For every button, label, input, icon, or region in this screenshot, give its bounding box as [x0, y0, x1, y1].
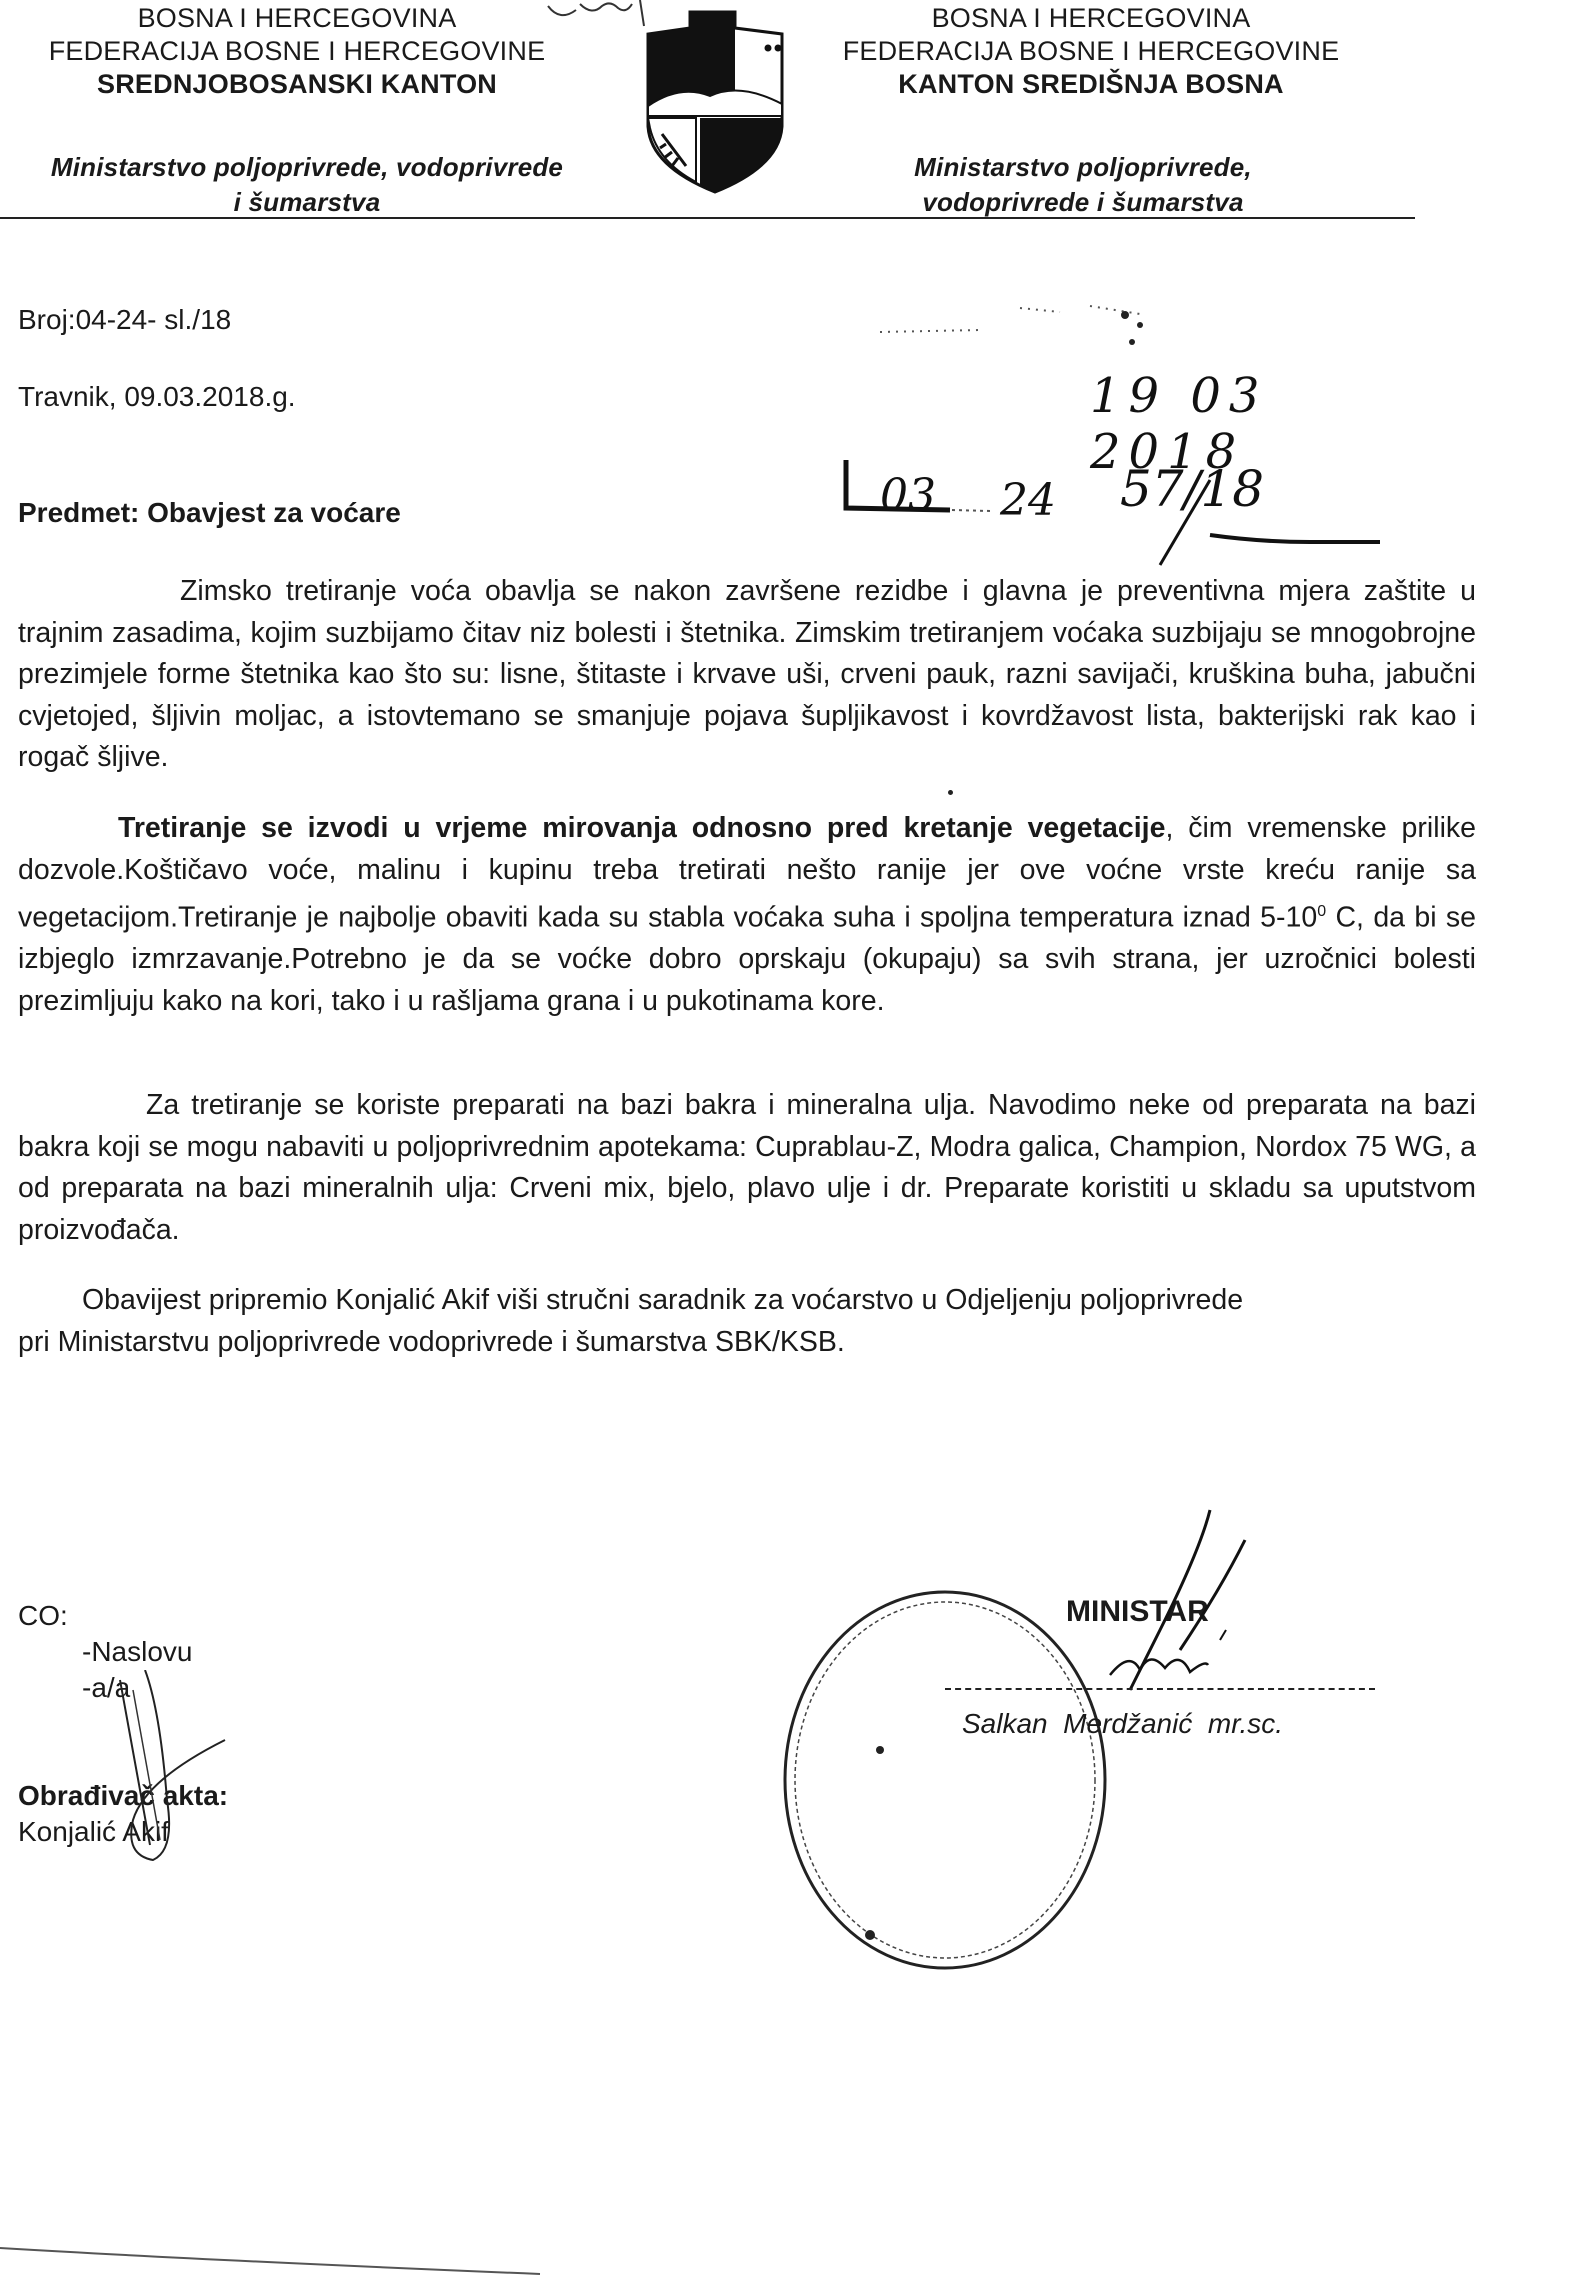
reference-number: Broj:04-24- sl./18 [18, 304, 232, 335]
body-paragraph-3 [18, 1085, 1476, 1251]
header-left-country: BOSNA I HERCEGOVINA [137, 3, 457, 33]
header-right-federation: FEDERACIJA BOSNE I HERCEGOVINE [842, 36, 1340, 66]
header-right-ministry-line1: Ministarstvo poljoprivrede, [914, 152, 1252, 182]
received-date: 19 03 2018 [1090, 368, 1268, 480]
header-right-canton: KANTON SREDIŠNJA BOSNA [898, 69, 1284, 99]
scan-edge-line [0, 2240, 560, 2276]
header-left-federation: FEDERACIJA BOSNE I HERCEGOVINE [48, 36, 546, 66]
body-paragraph-4-line2: pri Ministarstvu poljoprivrede vodoprivrede i šumarstva SBK/KSB. [18, 1325, 845, 1358]
stray-dot [948, 790, 953, 795]
received-code-b: 24 [1000, 475, 1056, 526]
body-paragraph-4-line1: Obavijest pripremio Konjalić Akif viši stručni saradnik za voćarstvo u Odjeljenju poljoprivrede [82, 1284, 1244, 1316]
distribution-item: -a/a [82, 1672, 131, 1703]
initials-signature [105, 1670, 235, 1880]
place-date: Travnik, 09.03.2018.g. [18, 381, 296, 412]
header-left-ministry-line2: i šumarstva [233, 187, 381, 217]
body-paragraph-1-text: Zimsko tretiranje voća obavlja se nakon završene rezidbe i glavna je preventivna mjera zaštite u trajnim zasadima, kojim suzbijamo čitav niz bolesti i štetnika. Zimskim tretiranjem voćaka suzbijaju se mnogobrojne prezimjele forme štetnika kao što su: lisne, štitaste i krvave uši, crveni pauk, razni savijači, kruškina buha, jabučni cvjetojed, šljivin moljac, a istovtemano se smanjuje pojava šupljikavost i kovrdžavost lista, bakterijski rak kao i rogač šljive. [18, 575, 1476, 773]
subject: Predmet: Obavjest za voćare [18, 497, 401, 528]
body-paragraph-2-text-b: C, da bi se izbjeglo izmrzavanje.Potrebno je da se voćke dobro oprskaju (okupaju) sa svih strana, jer uzročnici bolesti prezimljuju kako na kori, tako i u rašljama grana i u pukotinama kore. [18, 901, 1477, 1017]
body-paragraph-1 [18, 571, 1476, 779]
body-paragraph-4 [18, 1280, 1488, 1363]
header-left [0, 2, 594, 101]
body-paragraph-2 [18, 808, 1476, 1022]
body-paragraph-2-text-a: , čim vremenske prilike dozvole.Koštičavo voće, malinu i kupinu treba tretirati nešto ranije jer ove voćne vrste kreću ranije sa vegetacijom.Tretiranje je najbolje obaviti kada su stabla voćaka suha i spoljna temperatura iznad 5-10 [18, 812, 1476, 934]
minister-title: MINISTAR [1066, 1595, 1209, 1628]
coat-of-arms-icon [640, 6, 790, 196]
header-divider [0, 217, 1415, 219]
header-left-canton: SREDNJOBOSANSKI KANTON [97, 69, 497, 99]
body-paragraph-2-emphasis: Tretiranje se izvodi u vrjeme mirovanja odnosno pred kretanje vegetacije [118, 812, 1166, 844]
header-right-ministry [860, 150, 1306, 220]
received-stamp [840, 280, 1400, 570]
minister-signature [1030, 1500, 1260, 1700]
header-right [800, 2, 1382, 101]
processed-by-label: Obrađivač akta: [18, 1780, 229, 1811]
minister-name: Salkan Merdžanić mr.sc. [962, 1708, 1284, 1739]
header-right-ministry-line2: vodoprivrede i šumarstva [922, 187, 1244, 217]
distribution-label: CO: [18, 1600, 68, 1631]
header-right-country: BOSNA I HERCEGOVINA [931, 3, 1251, 33]
processed-by-name: Konjalić Akif [18, 1816, 169, 1847]
received-code-c: 57/18 [1120, 460, 1265, 518]
body-paragraph-3-text: Za tretiranje se koriste preparati na bazi bakra i mineralna ulja. Navodimo neke od preparata na bazi bakra koji se mogu nabaviti u poljoprivrednim apotekama: Cuprablau-Z, Modra galica, Champion, Nordox 75 WG, a od preparata na bazi mineralnih ulja: Crveni mix, bjelo, plavo ulje i dr. Preparate koristiti u skladu sa uputstvom proizvođača. [18, 1089, 1476, 1246]
handwritten-mark-top [540, 0, 680, 30]
header-left-ministry [0, 150, 614, 220]
degree-superscript: 0 [1317, 903, 1327, 920]
signature-line [945, 1688, 1375, 1690]
distribution-item: -Naslovu [82, 1636, 193, 1667]
header-left-ministry-line1: Ministarstvo poljoprivrede, vodoprivrede [50, 152, 564, 182]
received-code-a: 03 [880, 470, 936, 521]
